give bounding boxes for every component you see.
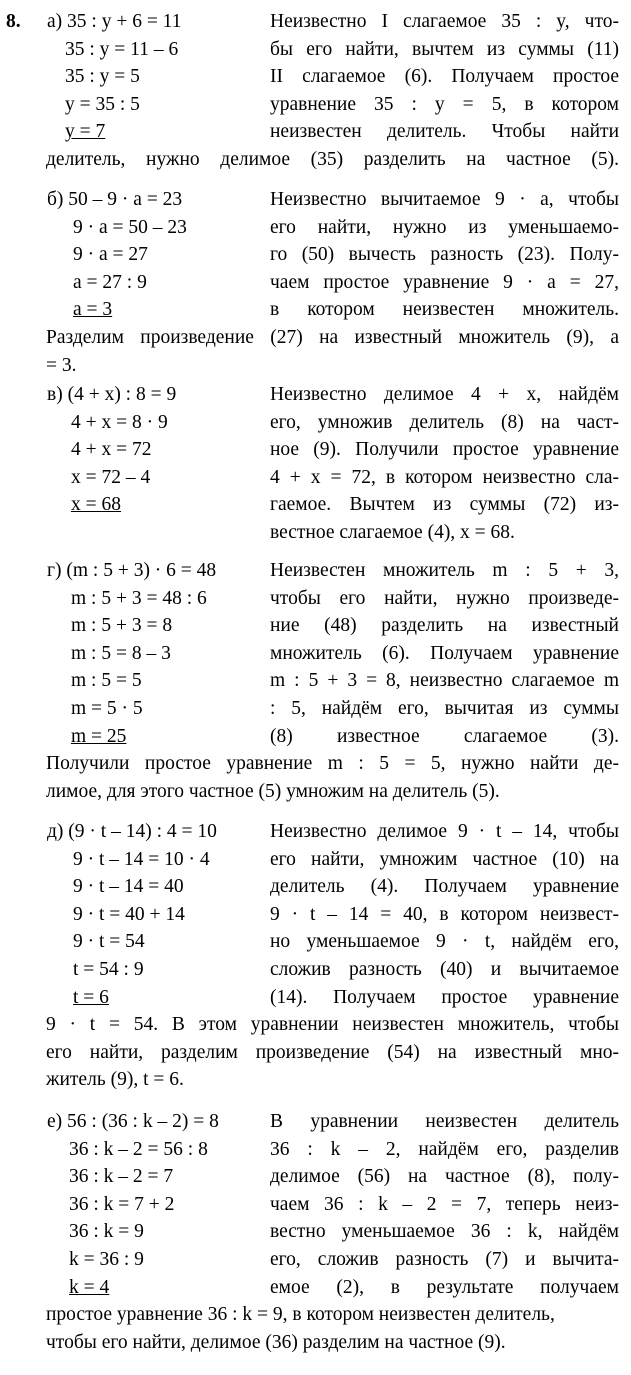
explanation-line: II слагаемое (6). Получаем простое — [270, 66, 619, 88]
explanation-text — [270, 818, 619, 1011]
explanation-line: m : 5 + 3 = 8, неизвестно слагаемое m — [270, 670, 619, 692]
explanation-line: 4 + x = 72, в котором неизвестно сла- — [270, 466, 619, 488]
equation-steps — [47, 1108, 272, 1301]
equation-line: m : 5 + 3 = 8 — [71, 615, 173, 637]
equation-line: m : 5 = 8 – 3 — [71, 642, 171, 664]
continuation-text — [46, 1011, 619, 1094]
explanation-line: но уменьшаемое 9 · t, найдём его, — [270, 931, 619, 953]
explanation-line: Неизвестно вычитаемое 9 · a, чтобы — [270, 189, 619, 210]
equation-line: д) (9 · t – 14) : 4 = 10 — [47, 821, 217, 842]
continuation-text — [46, 324, 619, 379]
equation-line: k = 36 : 9 — [69, 1248, 144, 1270]
equation-steps — [47, 8, 272, 146]
answer-line — [47, 118, 272, 146]
explanation-line: чаем простое уравнение 9 · a = 27, — [270, 271, 619, 293]
explanation-line: уравнение 35 : y = 5, в котором — [270, 93, 619, 115]
equation-line: a = 27 : 9 — [73, 271, 147, 293]
explanation-line: неизвестен делитель. Чтобы найти — [270, 121, 619, 143]
explanation-text — [270, 381, 619, 547]
answer-line — [47, 1274, 272, 1302]
explanation-line: емое (2), в результате получаем — [270, 1276, 619, 1298]
explanation-line: его, сложив разность (7) и вычита- — [270, 1248, 619, 1270]
equation-line: г) (m : 5 + 3) · 6 = 48 — [47, 560, 217, 581]
explanation-line: В уравнении неизвестен делитель — [270, 1111, 619, 1132]
explanation-line: (8) известное слагаемое (3). — [270, 725, 619, 747]
explanation-line: 36 : k – 2, найдём его, разделив — [270, 1138, 619, 1160]
equation-line: е) 56 : (36 : k – 2) = 8 — [47, 1111, 219, 1132]
explanation-text — [270, 557, 619, 750]
explanation-line: го (50) вычесть разность (23). Полу- — [270, 244, 619, 266]
explanation-line: его найти, нужно из уменьшаемо- — [270, 216, 619, 238]
explanation-line: его найти, умножим частное (10) на — [270, 848, 619, 870]
explanation-line: вестно уменьшаемое 36 : k, найдём — [270, 1221, 619, 1243]
explanation-line: множитель (6). Получаем уравнение — [270, 642, 619, 664]
answer-text: m = 25 — [71, 725, 127, 747]
answer-line — [47, 723, 272, 751]
explanation-line: : 5, найдём его, вычитая из суммы — [270, 697, 619, 719]
explanation-line: ное (9). Получили простое уравнение — [270, 439, 619, 461]
equation-line: 35 : y = 11 – 6 — [65, 38, 179, 60]
explanation-line: Неизвестен множитель m : 5 + 3, — [270, 560, 619, 581]
explanation-line: гаемое. Вычтем из суммы (72) из- — [270, 494, 619, 516]
equation-steps — [47, 186, 272, 324]
equation-line: m = 5 · 5 — [71, 697, 143, 719]
explanation-line: бы его найти, вычтем из суммы (11) — [270, 38, 619, 60]
explanation-line: ние (48) разделить на известный — [270, 615, 619, 637]
equation-line: 36 : k – 2 = 7 — [69, 1166, 174, 1188]
task-number: 8. — [6, 11, 21, 32]
explanation-line: (14). Получаем простое уравнение — [270, 986, 619, 1008]
equation-line: x = 72 – 4 — [71, 466, 151, 488]
equation-line: 9 · t – 14 = 40 — [73, 876, 184, 898]
explanation-line: делитель (4). Получаем уравнение — [270, 876, 619, 898]
equation-line: 35 : y = 5 — [65, 66, 140, 88]
continuation-line: = 3. — [46, 354, 77, 376]
continuation-text — [46, 750, 619, 805]
answer-line — [47, 491, 272, 519]
answer-text: t = 6 — [73, 986, 109, 1008]
explanation-line: чтобы его найти, нужно произведе- — [270, 587, 619, 609]
answer-text: x = 68 — [71, 494, 121, 516]
continuation-line: житель (9), t = 6. — [46, 1069, 184, 1091]
answer-text: y = 7 — [65, 121, 106, 143]
explanation-text — [270, 1108, 619, 1301]
explanation-line: делимое (56) на частное (8), полу- — [270, 1166, 619, 1188]
continuation-line: Разделим произведение (27) на известный множитель (9), a — [46, 327, 619, 348]
equation-line: 36 : k = 9 — [69, 1221, 144, 1243]
continuation-line: 9 · t = 54. В этом уравнении неизвестен множитель, чтобы — [46, 1014, 619, 1036]
answer-text: a = 3 — [73, 299, 113, 321]
continuation-line: лимое, для этого частное (5) умножим на делитель (5). — [46, 780, 500, 802]
equation-line: 9 · t = 54 — [73, 931, 145, 953]
answer-line — [47, 984, 272, 1012]
answer-line — [47, 296, 272, 324]
explanation-line: Неизвестно I слагаемое 35 : y, что- — [270, 11, 619, 32]
explanation-line: его, умножив делитель (8) на част- — [270, 411, 619, 433]
equation-line: в) (4 + x) : 8 = 9 — [47, 384, 177, 405]
equation-line: t = 54 : 9 — [73, 958, 144, 980]
explanation-line: вестное слагаемое (4), x = 68. — [270, 521, 515, 543]
explanation-line: 9 · t – 14 = 40, в котором неизвест- — [270, 903, 619, 925]
explanation-line: в котором неизвестен множитель. — [270, 299, 619, 321]
equation-line: 4 + x = 72 — [71, 439, 152, 461]
equation-line: m : 5 = 5 — [71, 670, 142, 692]
continuation-line: его найти, разделим произведение (54) на известный мно- — [46, 1041, 619, 1063]
continuation-line: простое уравнение 36 : k = 9, в котором неизвестен делитель, — [46, 1304, 555, 1326]
equation-steps — [47, 557, 272, 750]
equation-line: 9 · t – 14 = 10 · 4 — [73, 848, 210, 870]
explanation-line: чаем 36 : k – 2 = 7, теперь неиз- — [270, 1193, 619, 1215]
continuation-text — [46, 146, 619, 174]
continuation-line: Получили простое уравнение m : 5 = 5, нужно найти де- — [46, 753, 619, 775]
continuation-line: чтобы его найти, делимое (36) разделим на частное (9). — [46, 1331, 506, 1353]
equation-line: 4 + x = 8 · 9 — [71, 411, 168, 433]
equation-line: y = 35 : 5 — [65, 93, 140, 115]
explanation-line: Неизвестно делимое 9 · t – 14, чтобы — [270, 821, 619, 842]
equation-line: 9 · a = 27 — [73, 244, 148, 266]
equation-line: 9 · a = 50 – 23 — [73, 216, 187, 238]
answer-text: k = 4 — [69, 1276, 110, 1298]
explanation-text — [270, 8, 619, 146]
equation-line: 36 : k = 7 + 2 — [69, 1193, 175, 1215]
equation-line: 36 : k – 2 = 56 : 8 — [69, 1138, 208, 1160]
equation-line: 9 · t = 40 + 14 — [73, 903, 185, 925]
continuation-text — [46, 1301, 619, 1356]
explanation-line: Неизвестно делимое 4 + x, найдём — [270, 384, 619, 405]
equation-line: а) 35 : y + 6 = 11 — [47, 11, 182, 32]
equation-line: б) 50 – 9 · a = 23 — [47, 189, 183, 210]
continuation-line: делитель, нужно делимое (35) разделить на частное (5). — [46, 149, 619, 170]
equation-steps — [47, 381, 272, 519]
explanation-text — [270, 186, 619, 324]
equation-steps — [47, 818, 272, 1011]
equation-line: m : 5 + 3 = 48 : 6 — [71, 587, 207, 609]
explanation-line: сложив разность (40) и вычитаемое — [270, 958, 619, 980]
